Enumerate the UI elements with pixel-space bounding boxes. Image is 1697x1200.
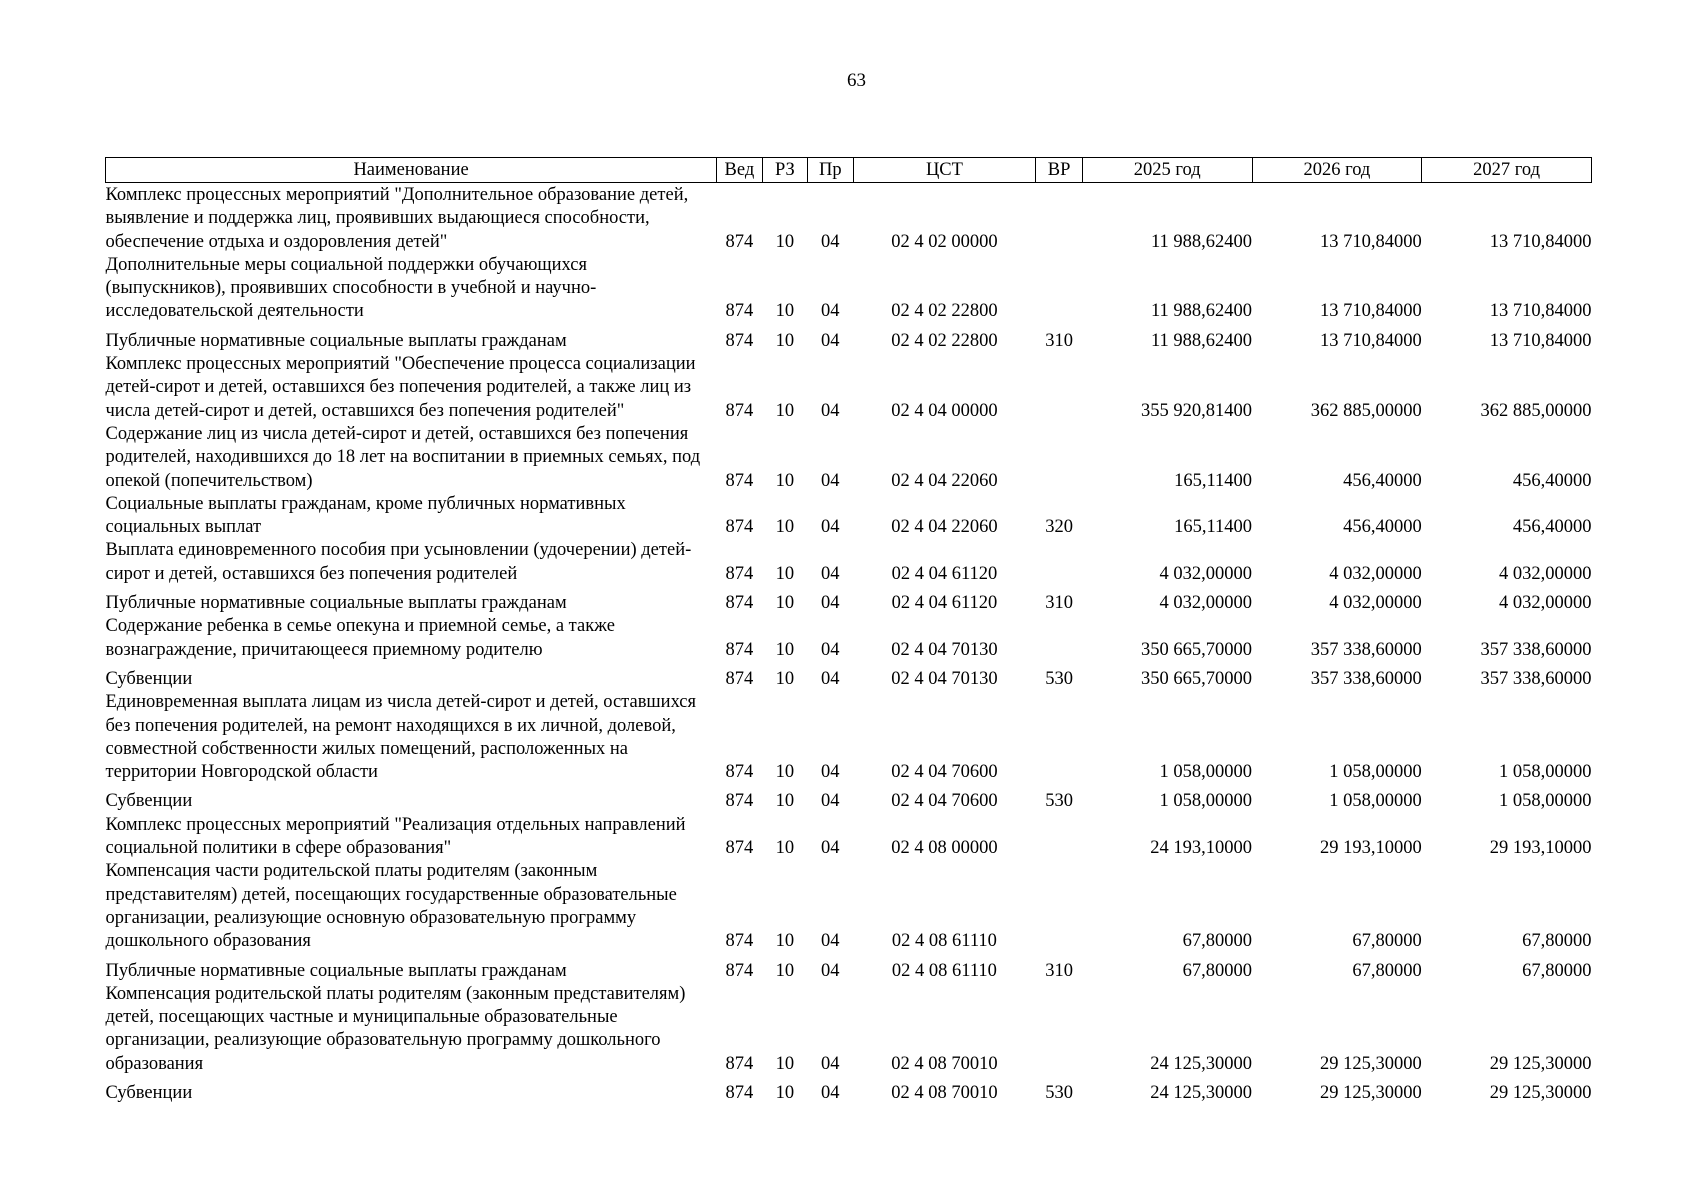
table-row [106, 324, 1592, 353]
cell-y2027: 13 710,84000 [1489, 301, 1592, 322]
cell-ved: 874 [725, 593, 754, 614]
budget-table [105, 157, 1592, 1105]
cell-pr: 04 [821, 1053, 840, 1074]
cell-y2025: 350 665,70000 [1141, 639, 1253, 660]
cell-rz: 10 [775, 838, 795, 859]
cell-vr: 320 [1045, 517, 1073, 538]
cell-rz: 10 [775, 931, 795, 952]
table-row [106, 539, 1592, 586]
cell-rz: 10 [775, 563, 795, 584]
header-2026: 2026 год [1252, 158, 1422, 183]
header-rz: РЗ [762, 158, 807, 183]
cell-vr [1036, 983, 1082, 1076]
table-row [106, 983, 1592, 1076]
cell-ved: 874 [725, 1053, 754, 1074]
cell-rz: 10 [775, 400, 795, 421]
cell-pr: 04 [821, 791, 840, 812]
cell-pr: 04 [821, 960, 840, 981]
cell-rz: 10 [775, 1082, 795, 1103]
cell-pr: 04 [821, 838, 840, 859]
header-cst: ЦСТ [853, 158, 1036, 183]
cell-ved: 874 [725, 400, 754, 421]
cell-y2027: 29 125,30000 [1489, 1053, 1592, 1074]
cell-pr: 04 [821, 593, 840, 614]
cell-y2026: 13 710,84000 [1319, 301, 1422, 322]
table-row [106, 691, 1592, 784]
cell-vr [1036, 423, 1082, 493]
cell-pr: 04 [821, 330, 840, 351]
cell-cst: 02 4 04 22060 [891, 470, 998, 491]
cell-cst: 02 4 04 70600 [891, 791, 998, 812]
cell-pr: 04 [821, 931, 840, 952]
cell-name: Комплекс процессных мероприятий "Обеспечение процесса социализации детей-сирот и детей, оставшихся без попечения родителей, а также лиц из числа детей-сирот и детей, оставшихся без попечения родителей" [105, 354, 696, 421]
table-row [106, 662, 1592, 691]
cell-pr: 04 [821, 470, 840, 491]
cell-y2026: 456,40000 [1343, 470, 1422, 491]
table-row [106, 183, 1592, 254]
cell-y2026: 357 338,60000 [1310, 639, 1422, 660]
cell-rz: 10 [775, 231, 795, 252]
cell-cst: 02 4 02 22800 [891, 330, 998, 351]
table-row [106, 586, 1592, 615]
cell-cst: 02 4 02 22800 [891, 301, 998, 322]
cell-cst: 02 4 08 70010 [891, 1053, 998, 1074]
cell-y2025: 165,11400 [1174, 517, 1253, 538]
cell-y2027: 4 032,00000 [1499, 563, 1592, 584]
cell-vr: 530 [1045, 668, 1073, 689]
cell-y2027: 29 125,30000 [1489, 1082, 1592, 1103]
cell-name: Социальные выплаты гражданам, кроме публичных нормативных социальных выплат [105, 493, 626, 538]
cell-pr: 04 [821, 762, 840, 783]
cell-name: Содержание лиц из числа детей-сирот и детей, оставшихся без попечения родителей, находившихся до 18 лет на воспитании в приемных семьях, под опекой (попечительством) [105, 423, 701, 491]
cell-cst: 02 4 04 22060 [891, 517, 998, 538]
table-row [106, 1076, 1592, 1105]
cell-pr: 04 [821, 639, 840, 660]
cell-ved: 874 [725, 838, 754, 859]
cell-y2026: 4 032,00000 [1329, 563, 1422, 584]
header-2027: 2027 год [1422, 158, 1592, 183]
cell-y2027: 357 338,60000 [1480, 639, 1592, 660]
cell-y2026: 456,40000 [1343, 517, 1422, 538]
cell-y2027: 456,40000 [1512, 517, 1592, 538]
cell-pr: 04 [821, 1082, 840, 1103]
cell-ved: 874 [725, 563, 754, 584]
cell-rz: 10 [775, 762, 795, 783]
cell-vr [1036, 814, 1082, 861]
cell-vr [1036, 615, 1082, 662]
cell-cst: 02 4 04 70130 [891, 668, 998, 689]
cell-y2027: 357 338,60000 [1480, 668, 1592, 689]
cell-y2026: 29 125,30000 [1319, 1082, 1422, 1103]
table-row [106, 860, 1592, 953]
cell-name: Публичные нормативные социальные выплаты гражданам [105, 593, 567, 614]
table-header [106, 158, 1592, 183]
cell-name: Публичные нормативные социальные выплаты гражданам [105, 330, 567, 351]
cell-ved: 874 [725, 931, 754, 952]
cell-y2027: 67,80000 [1522, 960, 1592, 981]
cell-rz: 10 [775, 301, 795, 322]
header-2025: 2025 год [1082, 158, 1252, 183]
cell-ved: 874 [725, 960, 754, 981]
cell-vr [1036, 183, 1082, 254]
cell-rz: 10 [775, 330, 795, 351]
cell-vr [1036, 353, 1082, 423]
cell-rz: 10 [775, 791, 795, 812]
table-row [106, 353, 1592, 423]
cell-vr: 310 [1045, 330, 1073, 351]
cell-y2026: 67,80000 [1352, 960, 1422, 981]
cell-cst: 02 4 04 70600 [891, 762, 998, 783]
table-body [106, 183, 1592, 1106]
cell-y2027: 13 710,84000 [1489, 231, 1592, 252]
table-row [106, 254, 1592, 324]
table-row [106, 493, 1592, 540]
table-row [106, 784, 1592, 813]
cell-y2027: 4 032,00000 [1499, 593, 1592, 614]
cell-name: Комплекс процессных мероприятий "Дополнительное образование детей, выявление и поддержка лиц, проявивших выдающиеся способности, обеспечение отдыха и оздоровления детей" [105, 185, 689, 252]
cell-vr: 530 [1045, 1082, 1073, 1103]
cell-y2025: 11 988,62400 [1150, 301, 1253, 322]
table-row [106, 954, 1592, 983]
cell-pr: 04 [821, 517, 840, 538]
header-pr: Пр [808, 158, 853, 183]
cell-vr [1036, 860, 1082, 953]
cell-ved: 874 [725, 791, 754, 812]
header-vr: ВР [1036, 158, 1082, 183]
header-ved: Вед [717, 158, 762, 183]
cell-cst: 02 4 04 61120 [891, 563, 998, 584]
cell-y2026: 67,80000 [1352, 931, 1422, 952]
cell-y2025: 4 032,00000 [1159, 563, 1253, 584]
cell-name: Комплекс процессных мероприятий "Реализация отдельных направлений социальной политики в сфере образования" [105, 814, 686, 859]
cell-cst: 02 4 08 61110 [891, 960, 997, 981]
cell-name: Компенсация части родительской платы родителям (законным представителям) детей, посещающих государственные образовательные организации, реализующие основную образовательную программу дошкольного образования [105, 861, 677, 952]
cell-name: Дополнительные меры социальной поддержки обучающихся (выпускников), проявивших способности в учебной и научно-исследовательской деятельности [105, 254, 597, 322]
cell-ved: 874 [725, 470, 754, 491]
cell-y2025: 67,80000 [1182, 960, 1253, 981]
cell-vr [1036, 254, 1082, 324]
cell-y2026: 29 193,10000 [1319, 838, 1422, 859]
cell-y2026: 4 032,00000 [1329, 593, 1422, 614]
cell-y2025: 11 988,62400 [1150, 231, 1253, 252]
cell-ved: 874 [725, 762, 754, 783]
cell-rz: 10 [775, 639, 795, 660]
cell-cst: 02 4 04 61120 [891, 593, 998, 614]
cell-y2025: 24 193,10000 [1150, 838, 1253, 859]
cell-name: Компенсация родительской платы родителям (законным представителям) детей, посещающих частные и муниципальные образовательные организации, реализующие образовательную программу дошкольного образования [105, 983, 686, 1074]
cell-y2025: 24 125,30000 [1150, 1082, 1253, 1103]
cell-y2026: 1 058,00000 [1329, 791, 1422, 812]
cell-y2027: 67,80000 [1522, 931, 1592, 952]
cell-pr: 04 [821, 231, 840, 252]
cell-y2027: 456,40000 [1512, 470, 1592, 491]
cell-name: Субвенции [105, 668, 193, 689]
table-row [106, 615, 1592, 662]
cell-name: Выплата единовременного пособия при усыновлении (удочерении) детей-сирот и детей, оставшихся без попечения родителей [105, 540, 692, 584]
cell-y2027: 1 058,00000 [1499, 791, 1592, 812]
cell-y2026: 29 125,30000 [1319, 1053, 1422, 1074]
cell-y2025: 11 988,62400 [1150, 330, 1253, 351]
cell-y2026: 1 058,00000 [1329, 762, 1422, 783]
cell-cst: 02 4 04 00000 [891, 400, 998, 421]
cell-pr: 04 [821, 400, 840, 421]
cell-vr: 310 [1045, 960, 1073, 981]
cell-ved: 874 [725, 330, 754, 351]
cell-y2026: 362 885,00000 [1310, 400, 1422, 421]
cell-y2025: 355 920,81400 [1141, 400, 1253, 421]
cell-pr: 04 [821, 563, 840, 584]
cell-rz: 10 [775, 593, 795, 614]
header-row [106, 158, 1592, 183]
cell-y2025: 24 125,30000 [1150, 1053, 1253, 1074]
cell-ved: 874 [725, 639, 754, 660]
cell-name: Субвенции [105, 791, 193, 812]
cell-pr: 04 [821, 301, 840, 322]
cell-y2026: 357 338,60000 [1310, 668, 1422, 689]
cell-vr [1036, 539, 1082, 586]
table-row [106, 423, 1592, 493]
cell-y2025: 1 058,00000 [1159, 791, 1253, 812]
cell-vr: 530 [1045, 791, 1073, 812]
cell-y2027: 362 885,00000 [1480, 400, 1592, 421]
cell-y2026: 13 710,84000 [1319, 330, 1422, 351]
cell-y2027: 29 193,10000 [1489, 838, 1592, 859]
cell-ved: 874 [725, 301, 754, 322]
cell-cst: 02 4 08 61110 [891, 931, 997, 952]
cell-name: Публичные нормативные социальные выплаты гражданам [105, 960, 567, 981]
cell-rz: 10 [775, 960, 795, 981]
cell-y2027: 13 710,84000 [1489, 330, 1592, 351]
cell-cst: 02 4 08 70010 [891, 1082, 998, 1103]
cell-y2025: 1 058,00000 [1159, 762, 1253, 783]
cell-ved: 874 [725, 668, 754, 689]
cell-cst: 02 4 02 00000 [891, 231, 998, 252]
cell-name: Содержание ребенка в семье опекуна и приемной семье, а также вознаграждение, причитающееся приемному родителю [105, 616, 615, 660]
cell-y2025: 4 032,00000 [1159, 593, 1253, 614]
page-number: 63 [847, 70, 866, 91]
cell-y2025: 67,80000 [1182, 931, 1253, 952]
cell-rz: 10 [775, 470, 795, 491]
cell-ved: 874 [725, 517, 754, 538]
cell-name: Субвенции [105, 1082, 193, 1103]
cell-y2027: 1 058,00000 [1499, 762, 1592, 783]
cell-rz: 10 [775, 668, 795, 689]
cell-ved: 874 [725, 231, 754, 252]
cell-cst: 02 4 04 70130 [891, 639, 998, 660]
cell-name: Единовременная выплата лицам из числа детей-сирот и детей, оставшихся без попечения родителей, на ремонт находящихся в их личной, долевой, совместной собственности жилых помещений, расположенных на территории Новгородской области [105, 692, 697, 783]
cell-cst: 02 4 08 00000 [891, 838, 998, 859]
cell-ved: 874 [725, 1082, 754, 1103]
cell-pr: 04 [821, 668, 840, 689]
cell-vr: 310 [1045, 593, 1073, 614]
cell-vr [1036, 691, 1082, 784]
cell-rz: 10 [775, 1053, 795, 1074]
cell-y2026: 13 710,84000 [1319, 231, 1422, 252]
cell-y2025: 350 665,70000 [1141, 668, 1253, 689]
table-row [106, 814, 1592, 861]
header-name: Наименование [106, 158, 717, 183]
cell-rz: 10 [775, 517, 795, 538]
cell-y2025: 165,11400 [1174, 470, 1253, 491]
